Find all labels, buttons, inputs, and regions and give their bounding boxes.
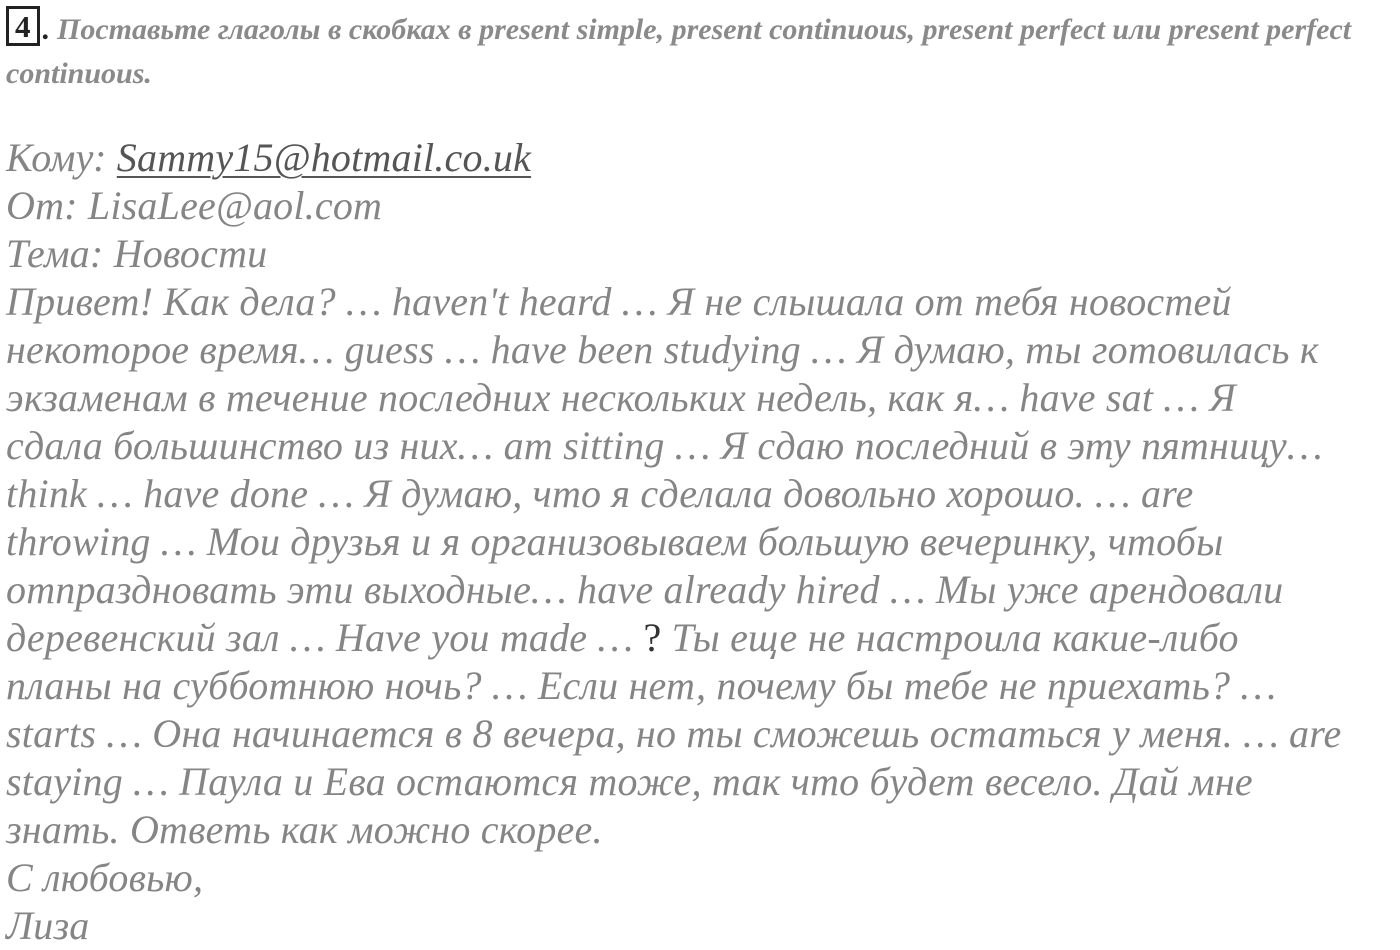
email-subject-label: Тема: bbox=[6, 231, 114, 276]
email-from-address: LisaLee@aol.com bbox=[87, 183, 383, 228]
body-line bbox=[6, 470, 1400, 518]
task-instruction-text: Поставьте глаголы в скобках в present simple, present continuous, present perfect или present perfect continuous. bbox=[6, 13, 1352, 90]
email-to-label: Кому: bbox=[6, 135, 117, 180]
body-text: starts … Она начинается в 8 вечера, но ты сможешь остаться у меня. … are bbox=[6, 711, 1342, 756]
body-line bbox=[6, 278, 1400, 326]
body-text: некоторое время… guess … have been studying … Я думаю, ты готовилась к bbox=[6, 327, 1319, 372]
body-text: Привет! Как дела? … haven't heard … Я не слышала от тебя новостей bbox=[6, 279, 1232, 324]
body-text: знать. Ответь как можно скорее. bbox=[6, 807, 603, 852]
body-line bbox=[6, 422, 1400, 470]
body-line bbox=[6, 326, 1400, 374]
body-text: отпраздновать эти выходные… have already hired … Мы уже арендовали bbox=[6, 567, 1284, 612]
body-text: экзаменам в течение последних нескольких недель, как я… have sat … Я bbox=[6, 375, 1236, 420]
body-text: планы на субботнюю ночь? … Если нет, почему бы тебе не приехать? … bbox=[6, 663, 1277, 708]
email-subject-value: Новости bbox=[113, 231, 268, 276]
body-line bbox=[6, 710, 1400, 758]
body-text: деревенский зал … Have you made … bbox=[6, 615, 644, 660]
email-from-line bbox=[6, 182, 1400, 230]
body-line bbox=[6, 758, 1400, 806]
email-subject-line bbox=[6, 230, 1400, 278]
body-text: Ты еще не настроила какие-либо bbox=[661, 615, 1239, 660]
body-line bbox=[6, 566, 1400, 614]
body-text: staying … Паула и Ева остаются тоже, так что будет весело. Дай мне bbox=[6, 759, 1253, 804]
body-line bbox=[6, 374, 1400, 422]
body-line bbox=[6, 662, 1400, 710]
body-line bbox=[6, 614, 1400, 662]
task-number-box: 4 bbox=[6, 6, 40, 46]
body-line bbox=[6, 806, 1400, 854]
body-text: think … have done … Я думаю, что я сделала довольно хорошо. … are bbox=[6, 471, 1194, 516]
body-line bbox=[6, 518, 1400, 566]
email-letter bbox=[6, 134, 1400, 950]
email-to-address-link[interactable]: Sammy15@hotmail.co.uk bbox=[116, 135, 532, 180]
question-mark: ? bbox=[643, 615, 662, 660]
email-from-label: От: bbox=[6, 183, 88, 228]
email-closing: С любовью, bbox=[6, 855, 204, 900]
body-text: throwing … Мои друзья и я организовываем большую вечеринку, чтобы bbox=[6, 519, 1224, 564]
email-to-line bbox=[6, 134, 1400, 182]
email-signature: Лиза bbox=[6, 903, 90, 948]
task-number-dot: . bbox=[41, 13, 49, 46]
task-instruction-block bbox=[6, 6, 1394, 96]
body-text: сдала большинство из них… am sitting … Я сдаю последний в эту пятницу… bbox=[6, 423, 1323, 468]
